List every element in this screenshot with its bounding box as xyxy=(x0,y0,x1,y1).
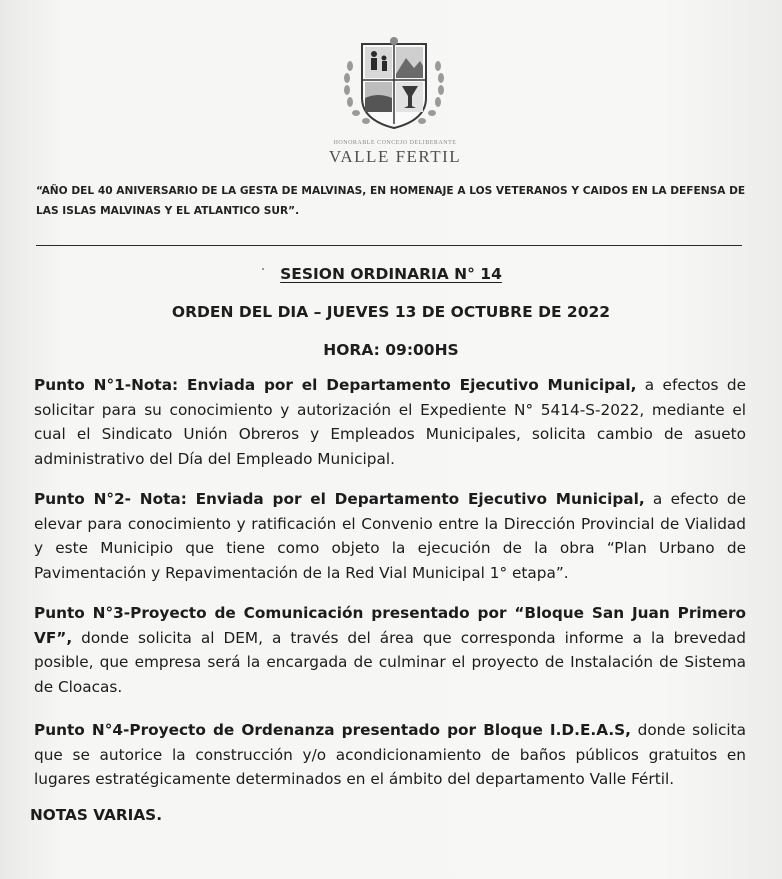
agenda-point-4 xyxy=(34,718,746,792)
header-divider xyxy=(36,245,742,246)
point-4-heading: Punto N°4-Proyecto de Ordenanza presentado por Bloque I.D.E.A.S, xyxy=(34,721,631,739)
agenda-date-line: ORDEN DEL DIA – JUEVES 13 DE OCTUBRE DE 2022 xyxy=(171,303,611,321)
point-2-heading: Punto N°2- Nota: Enviada por el Departamento Ejecutivo Municipal, xyxy=(34,490,645,508)
point-3-heading: Punto N°3-Proyecto de Comunicación presentado por “Bloque San Juan Primero VF”, xyxy=(34,604,746,647)
agenda-point-3 xyxy=(34,601,746,700)
point-4-body: donde solicita que se autorice la construcción y/o acondicionamiento de baños públicos gratuitos en lugares estratégicamente determinados en el ámbito del departamento Valle Fértil. xyxy=(34,721,746,789)
closing-notes: NOTAS VARIAS. xyxy=(30,806,163,824)
agenda-point-1 xyxy=(34,373,746,472)
point-1-body: a efectos de solicitar para su conocimiento y autorización el Expediente N° 5414-S-2022, mediante el cual el Sindicato Unión Obreros y Empleados Municipales, solicita cambio de asueto administrativo del Día del Empleado Municipal. xyxy=(34,376,746,469)
point-3-body: donde solicita al DEM, a través del área que corresponda informe a la brevedad posible, que empresa será la encargada de culminar el proyecto de Instalación de Sistema de Cloacas. xyxy=(34,628,746,697)
council-name: HONORABLE CONCEJO DELIBERANTE xyxy=(333,140,457,146)
session-title xyxy=(0,265,782,283)
town-name: VALLE FERTIL xyxy=(328,147,462,166)
point-2-body: a efecto de elevar para conocimiento y ratificación el Convenio entre la Dirección Provincial de Vialidad y este Municipio que tiene como objeto la ejecución de la obra “Plan Urbano de Pavimentación y Repavimentación de la Red Vial Municipal 1° etapa”. xyxy=(34,490,746,583)
session-title-text: SESION ORDINARIA N° 14 xyxy=(280,265,502,283)
year-motto: “AÑO DEL 40 ANIVERSARIO DE LA GESTA DE MALVINAS, EN HOMENAJE A LOS VETERANOS Y CAIDOS EN LA DEFENSA DE LAS ISLAS MALVINAS Y EL ATLANTICO SUR”. xyxy=(36,185,746,217)
municipal-crest-icon xyxy=(336,36,452,136)
agenda-point-2 xyxy=(34,487,746,586)
session-time: HORA: 09:00HS xyxy=(323,341,459,359)
point-1-heading: Punto N°1-Nota: Enviada por el Departamento Ejecutivo Municipal, xyxy=(34,376,637,394)
